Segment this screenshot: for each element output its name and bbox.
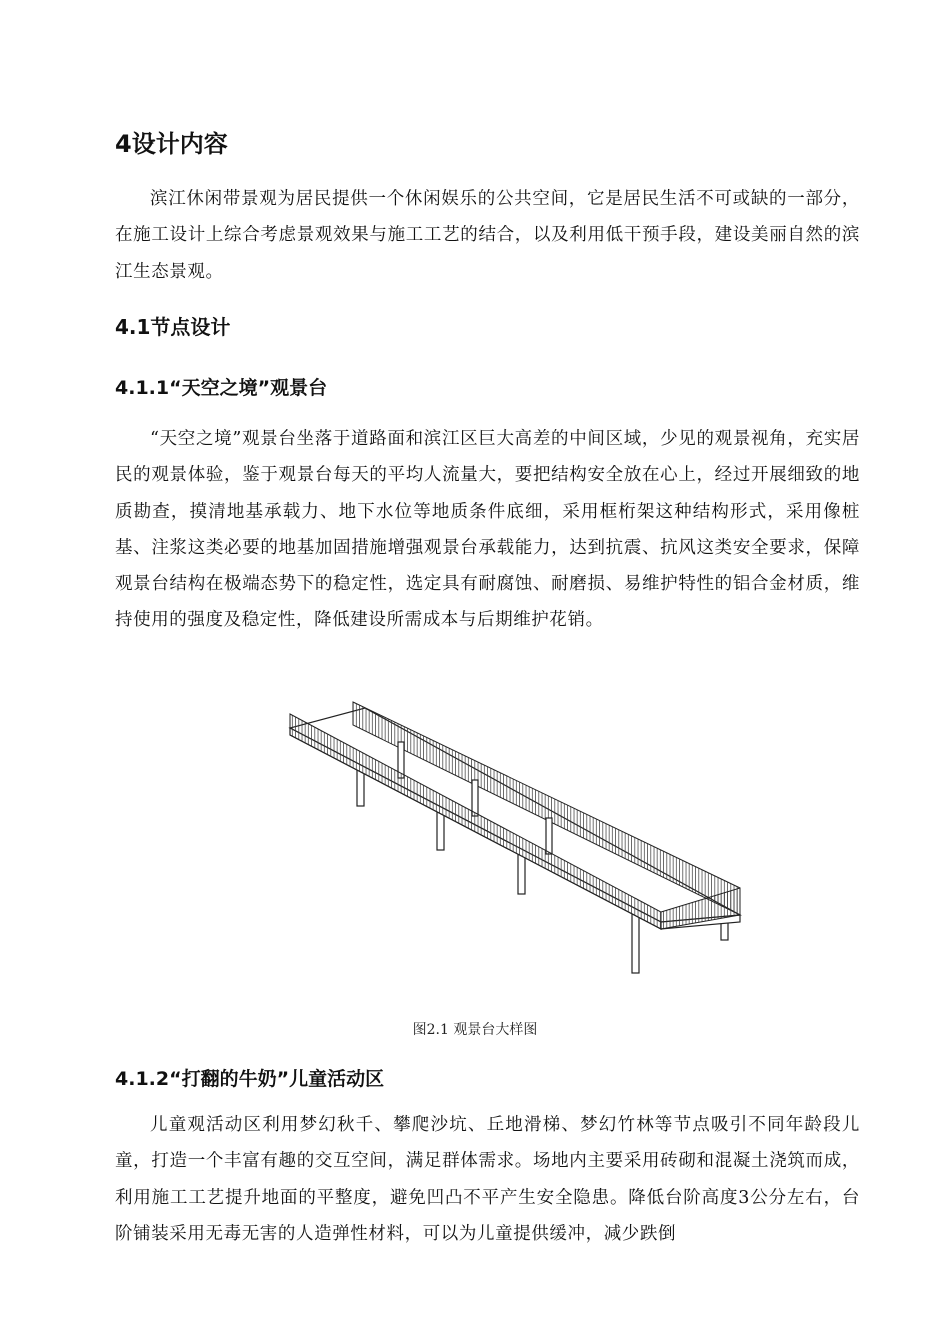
post [546,818,552,854]
node2-paragraph: 儿童观活动区利用梦幻秋千、攀爬沙坑、丘地滑梯、梦幻竹林等节点吸引不同年龄段儿童，打造一个丰富有趣的交互空间，满足群体需求。场地内主要采用砖砌和混凝土浇筑而成，利用施工工艺提升地面的平整度，避免凹凸不平产生安全隐患。降低台阶高度3公分左右，台阶铺装采用无毒无害的人造弹性材料，可以为儿童提供缓冲，减少跌倒 [115,1115,860,1244]
post [472,780,478,816]
node2-heading: 4.1.2“打翻的牛奶”儿童活动区 [115,1068,385,1090]
node1-heading: 4.1.1“天空之境”观景台 [115,377,328,399]
node1-paragraph: “天空之境”观景台坐落于道路面和滨江区巨大高差的中间区域，少见的观景视角，充实居民的观景体验，鉴于观景台每天的平均人流量大，要把结构安全放在心上，经过开展细致的地质勘查，摸清地基承载力、地下水位等地质条件底细，采用框桁架这种结构形式，采用像桩基、注浆这类必要的地基加固措施增强观景台承载能力，达到抗震、抗风这类安全要求，保障观景台结构在极端态势下的稳定性，选定具有耐腐蚀、耐磨损、易维护特性的铝合金材质，维持使用的强度及稳定性，降低建设所需成本与后期维护花销。 [115,429,860,631]
platform-deck [290,708,740,929]
far-railing [353,702,740,915]
section-heading: 4设计内容 [115,130,228,158]
intro-paragraph: 滨江休闲带景观为居民提供一个休闲娱乐的公共空间，它是居民生活不可或缺的一部分，在施工设计上综合考虑景观效果与施工工艺的结合，以及利用低干预手段，建设美丽自然的滨江生态景观。 [115,189,860,282]
near-railing [290,714,661,929]
viewing-platform-drawing [285,700,745,980]
figure-caption: 图2.1 观景台大样图 [412,1022,538,1038]
subsection-heading: 4.1节点设计 [115,315,231,339]
